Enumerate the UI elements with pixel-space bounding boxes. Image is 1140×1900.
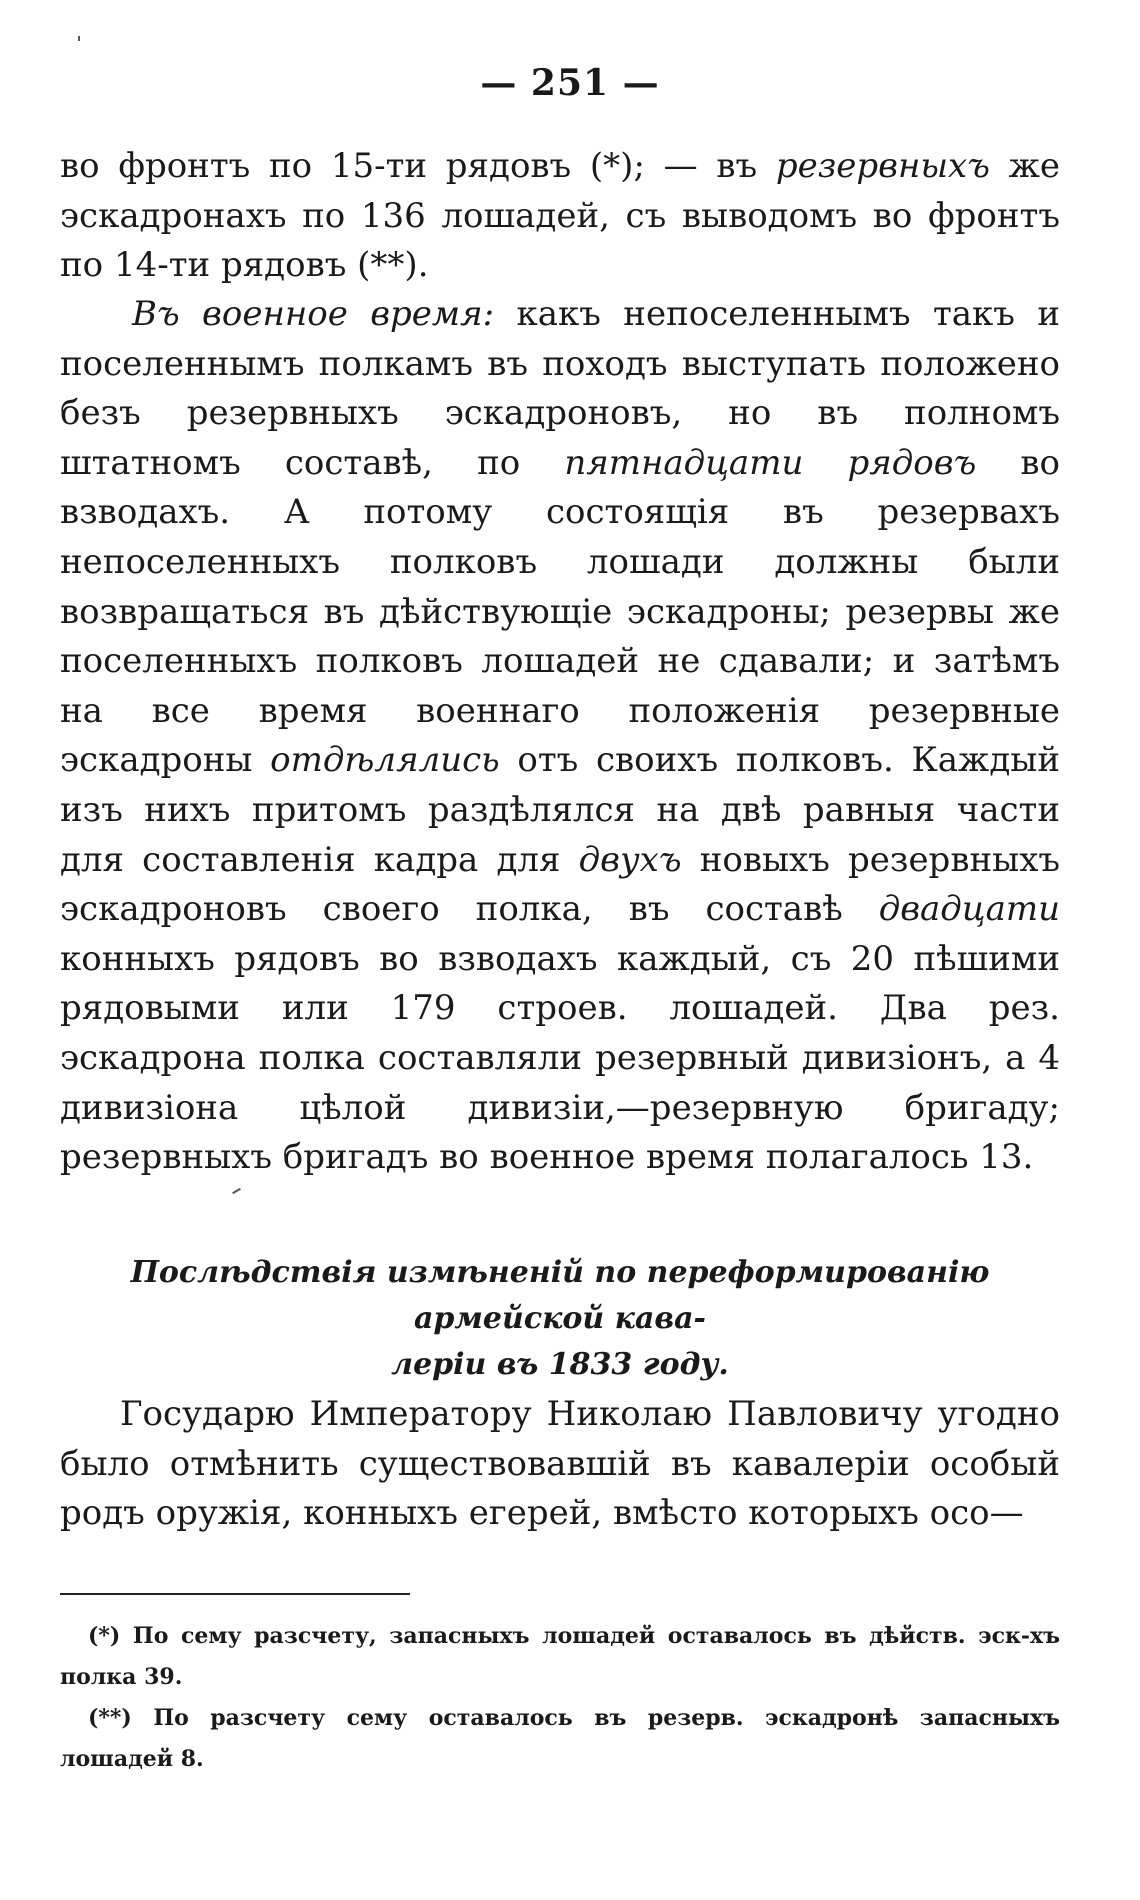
paragraph-1 — [60, 142, 1060, 291]
paragraph-2-text-d: новыхъ резервныхъ эскадроновъ своего полка, въ составѣ — [60, 839, 1060, 930]
paragraph-2-italic-b: пятнадцати рядовъ — [564, 442, 977, 483]
paragraph-2 — [60, 290, 1060, 1183]
paragraph-1-text-a: во фронтъ по 15-ти рядовъ (*); — въ — [60, 146, 776, 186]
section-heading-line-2: леріи въ 1833 году. — [391, 1347, 729, 1382]
paragraph-2-text-e: конныхъ рядовъ во взводахъ каждый, съ 20 пѣшими рядовыми или 179 строев. лошадей. Два рез. эскадрона полка составляли резервный дивизіонъ, а 4 дивизіона цѣлой дивизіи,—резервную бригаду; резервныхъ бригадъ во военное время полагалось 13. — [60, 938, 1060, 1178]
print-speck — [232, 1188, 241, 1194]
paragraph-2-text-a: какъ непоселеннымъ такъ и поселеннымъ полкамъ въ походъ выступать положено безъ резервныхъ эскадроновъ, но въ полномъ штатномъ составѣ, по — [60, 294, 1061, 483]
print-speck — [78, 36, 80, 41]
paragraph-3 — [60, 1390, 1060, 1539]
footnote-2: (**) По разсчету сему оставалось въ резерв. эскадронѣ запасныхъ лошадей 8. — [60, 1705, 1060, 1772]
page-number: — 251 — — [480, 62, 660, 104]
paragraph-2-italic-e: двадцати — [878, 889, 1060, 930]
section-heading — [60, 1250, 1060, 1388]
section-heading-line-1: Послѣдствія измѣненій по переформированію армейской кава- — [130, 1255, 990, 1336]
footnotes — [60, 1616, 1060, 1780]
paragraph-2-italic-c: отдѣлялись — [270, 740, 500, 781]
paragraph-2-italic-d: двухъ — [578, 839, 682, 880]
footnote-divider — [60, 1593, 410, 1595]
paragraph-2-text-c: отъ своихъ полковъ. Каждый изъ нихъ притомъ раздѣлялся на двѣ равныя части для составленія кадра для — [60, 740, 1060, 880]
paragraph-2-text-b: во взводахъ. А потому состоящія въ резервахъ непоселенныхъ полковъ лошади должны были возвращаться въ дѣйствующіе эскадроны; резервы же поселенныхъ полковъ лошадей не сдавали; и затѣмъ на все время военнаго положенія резервные эскадроны — [60, 442, 1060, 781]
paragraph-3-text: Государю Императору Николаю Павловичу угодно было отмѣнить существовавшій въ кавалеріи особый родъ оружія, конныхъ егерей, вмѣсто которыхъ осо— — [60, 1394, 1060, 1534]
paragraph-1-italic: резервныхъ — [775, 146, 990, 186]
paragraph-1-text-b: же эскадронахъ по 136 лошадей, съ выводомъ во фронтъ по 14-ти рядовъ (**). — [60, 146, 1060, 286]
footnote-1: (*) По сему разсчету, запасныхъ лошадей оставалось въ дѣйств. эск-хъ полка 39. — [60, 1623, 1060, 1690]
paragraph-2-lead-italic: Въ военное время: — [132, 294, 495, 334]
